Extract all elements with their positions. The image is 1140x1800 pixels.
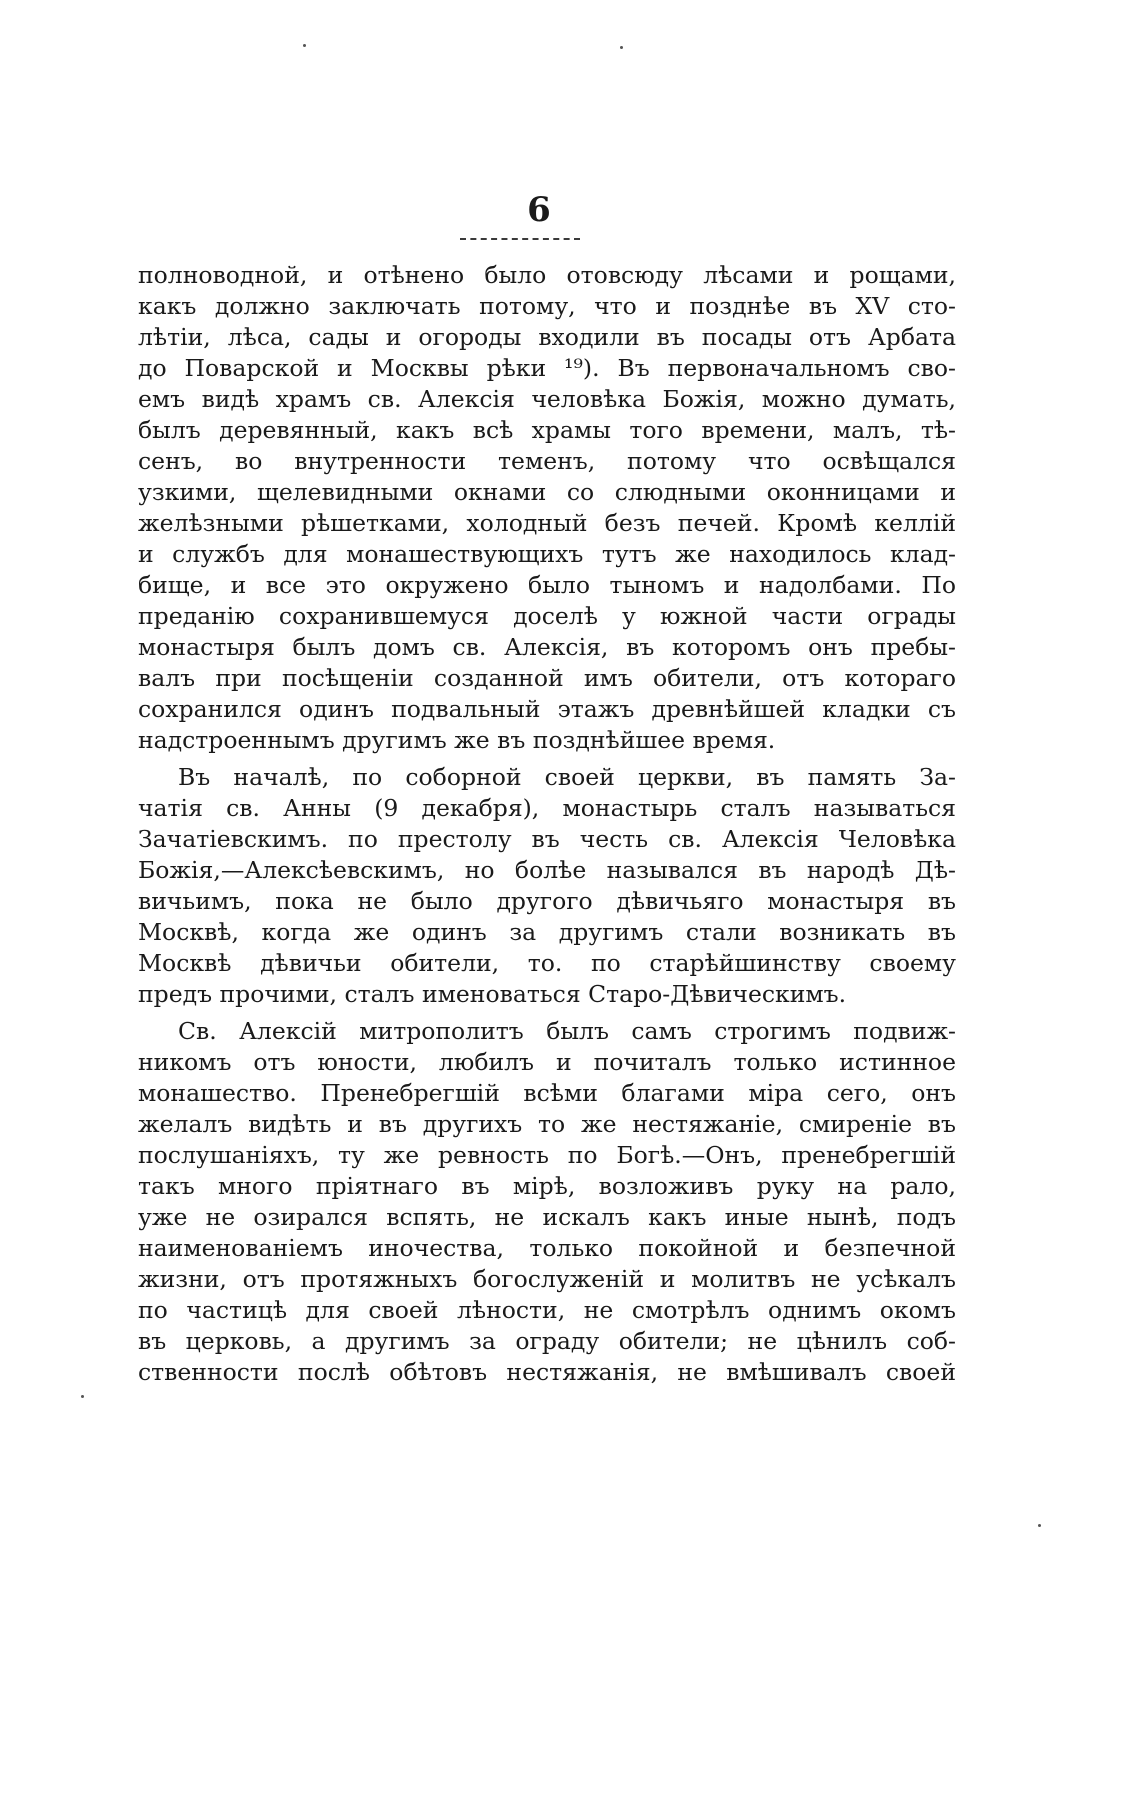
text-line: ственности послѣ обѣтовъ нестяжанія, не вмѣшивалъ своей bbox=[138, 1358, 956, 1386]
scan-speck bbox=[1038, 1524, 1041, 1527]
paragraph-3 bbox=[138, 1016, 956, 1388]
text-line: емъ видѣ храмъ св. Алексія человѣка Божія, можно думать, bbox=[138, 385, 956, 413]
text-line: такъ много пріятнаго въ мірѣ, возложивъ руку на рало, bbox=[138, 1172, 956, 1200]
text-line: Москвѣ дѣвичьи обители, то. по старѣйшинству своему bbox=[138, 949, 956, 977]
scan-speck bbox=[303, 44, 306, 47]
text-line: никомъ отъ юности, любилъ и почиталъ только истинное bbox=[138, 1048, 956, 1076]
scan-speck bbox=[81, 1395, 84, 1398]
text-line: сохранился одинъ подвальный этажъ древнѣйшей кладки съ bbox=[138, 695, 956, 723]
text-line: монастыря былъ домъ св. Алексія, въ которомъ онъ пребы- bbox=[138, 633, 956, 661]
text-line: наименованіемъ иночества, только покойной и безпечной bbox=[138, 1234, 956, 1262]
paragraph-2 bbox=[138, 762, 956, 1010]
text-line: надстроеннымъ другимъ же въ позднѣйшее время. bbox=[138, 726, 776, 754]
text-line: Божія,—Алексѣевскимъ, но болѣе назывался въ народѣ Дѣ- bbox=[138, 856, 956, 884]
header-rule bbox=[460, 238, 580, 240]
text-line: валъ при посѣщеніи созданной имъ обители, отъ котораго bbox=[138, 664, 956, 692]
text-line: желалъ видѣть и въ другихъ то же нестяжаніе, смиреніе въ bbox=[138, 1110, 956, 1138]
text-line: жизни, отъ протяжныхъ богослуженій и молитвъ не усѣкалъ bbox=[138, 1265, 956, 1293]
text-line: предъ прочими, сталъ именоваться Старо-Дѣвическимъ. bbox=[138, 980, 847, 1008]
text-line: и службъ для монашествующихъ тутъ же находилось клад- bbox=[138, 540, 956, 568]
text-line: бище, и все это окружено было тыномъ и надолбами. По bbox=[138, 571, 956, 599]
text-line: послушаніяхъ, ту же ревность по Богѣ.—Онъ, пренебрегшій bbox=[138, 1141, 956, 1169]
text-line: Св. Алексій митрополитъ былъ самъ строгимъ подвиж- bbox=[178, 1017, 956, 1045]
scan-speck bbox=[620, 46, 623, 49]
text-line: узкими, щелевидными окнами со слюдными оконницами и bbox=[138, 478, 956, 506]
text-line: Зачатіевскимъ. по престолу въ честь св. Алексія Человѣка bbox=[138, 825, 956, 853]
text-line: въ церковь, а другимъ за ограду обители; не цѣнилъ соб- bbox=[138, 1327, 956, 1355]
text-line: какъ должно заключать потому, что и позднѣе въ XV сто- bbox=[138, 292, 956, 320]
text-line: былъ деревянный, какъ всѣ храмы того времени, малъ, тѣ- bbox=[138, 416, 956, 444]
text-line: сенъ, во внутренности теменъ, потому что освѣщался bbox=[138, 447, 956, 475]
text-line: лѣтіи, лѣса, сады и огороды входили въ посады отъ Арбата bbox=[138, 323, 956, 351]
text-line: Москвѣ, когда же одинъ за другимъ стали возникать въ bbox=[138, 918, 956, 946]
paragraph-1 bbox=[138, 260, 956, 756]
text-line: Въ началѣ, по соборной своей церкви, въ память За- bbox=[178, 763, 956, 791]
text-line: полноводной, и отѣнено было отовсюду лѣсами и рощами, bbox=[138, 261, 956, 289]
text-line: вичьимъ, пока не было другого дѣвичьяго монастыря въ bbox=[138, 887, 956, 915]
body-text bbox=[138, 260, 956, 1388]
text-line: монашество. Пренебрегшій всѣми благами міра сего, онъ bbox=[138, 1079, 956, 1107]
text-line: по частицѣ для своей лѣности, не смотрѣлъ однимъ окомъ bbox=[138, 1296, 956, 1324]
text-line: чатія св. Анны (9 декабря), монастырь сталъ называться bbox=[138, 794, 956, 822]
page-number: 6 bbox=[527, 190, 551, 230]
text-line: уже не озирался вспять, не искалъ какъ иные нынѣ, подъ bbox=[138, 1203, 956, 1231]
text-line: желѣзными рѣшетками, холодный безъ печей. Кромѣ келлій bbox=[138, 509, 956, 537]
text-line: до Поварской и Москвы рѣки ¹⁹). Въ первоначальномъ сво- bbox=[138, 354, 956, 382]
text-line: преданію сохранившемуся доселѣ у южной части ограды bbox=[138, 602, 956, 630]
